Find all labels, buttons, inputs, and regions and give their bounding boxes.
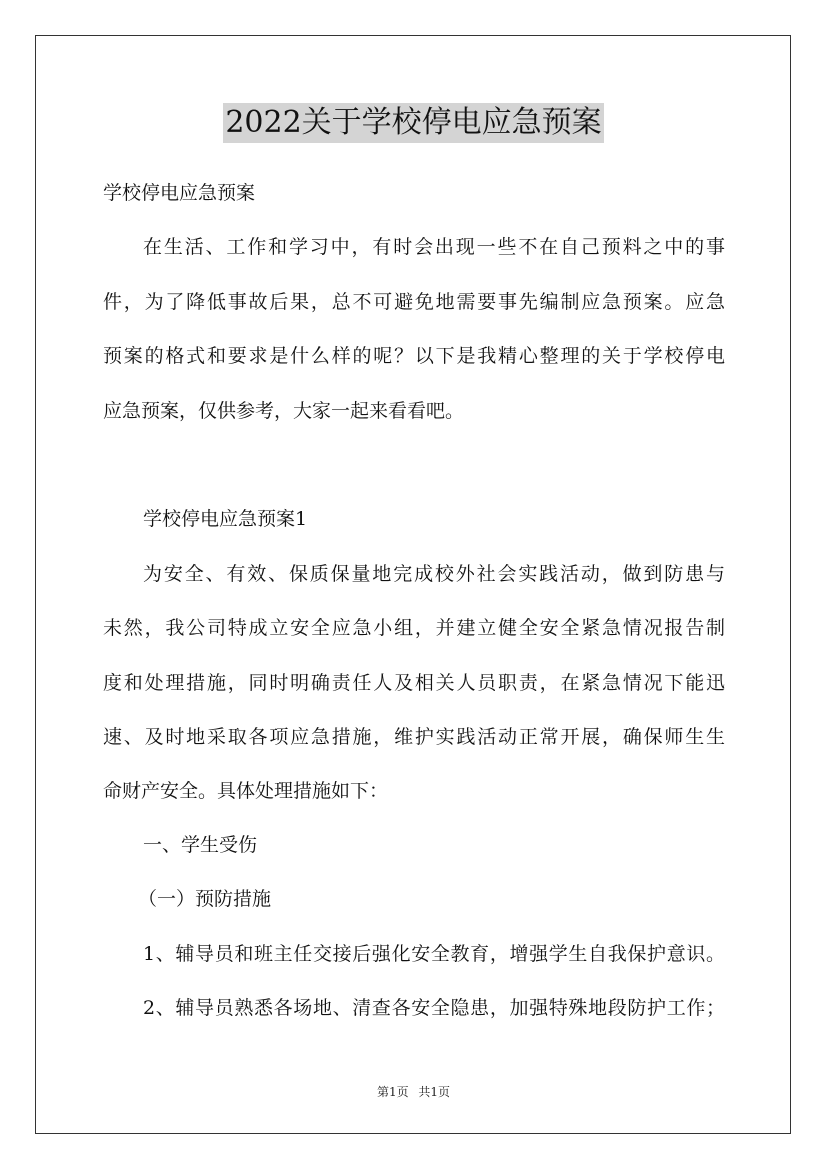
paragraph-line: 命财产安全。具体处理措施如下： <box>103 780 389 802</box>
paragraph-line: 件，为了降低事故后果，总不可避免地需要事先编制应急预案。应急 <box>103 291 725 313</box>
subsection-heading: （一）预防措施 <box>138 888 272 910</box>
paragraph-line: 度和处理措施，同时明确责任人及相关人员职责，在紧急情况下能迅 <box>103 672 725 694</box>
page-number: 第1页 <box>376 1085 409 1099</box>
paragraph-line: 速、及时地采取各项应急措施，维护实践活动正常开展，确保师生生 <box>103 726 725 748</box>
paragraph-line: 在生活、工作和学习中，有时会出现一些不在自己预料之中的事 <box>143 236 725 258</box>
page-total: 共1页 <box>418 1085 451 1099</box>
paragraph-line: 未然，我公司特成立安全应急小组，并建立健全安全紧急情况报告制 <box>103 617 725 639</box>
document-title: 2022关于学校停电应急预案 <box>223 103 603 143</box>
section-heading: 学校停电应急预案 <box>103 182 256 204</box>
paragraph-line: 预案的格式和要求是什么样的呢？以下是我精心整理的关于学校停电 <box>103 345 725 367</box>
paragraph-line: 应急预案，仅供参考，大家一起来看看吧。 <box>103 400 465 422</box>
page-footer <box>0 1083 827 1100</box>
title-container <box>0 103 827 143</box>
list-item: 2、辅导员熟悉各场地、清查各安全隐患，加强特殊地段防护工作； <box>143 997 725 1019</box>
subsection-heading: 一、学生受伤 <box>143 834 258 856</box>
section-heading: 学校停电应急预案1 <box>143 508 308 530</box>
list-item: 1、辅导员和班主任交接后强化安全教育，增强学生自我保护意识。 <box>143 943 725 965</box>
paragraph-line: 为安全、有效、保质保量地完成校外社会实践活动，做到防患与 <box>143 563 725 585</box>
